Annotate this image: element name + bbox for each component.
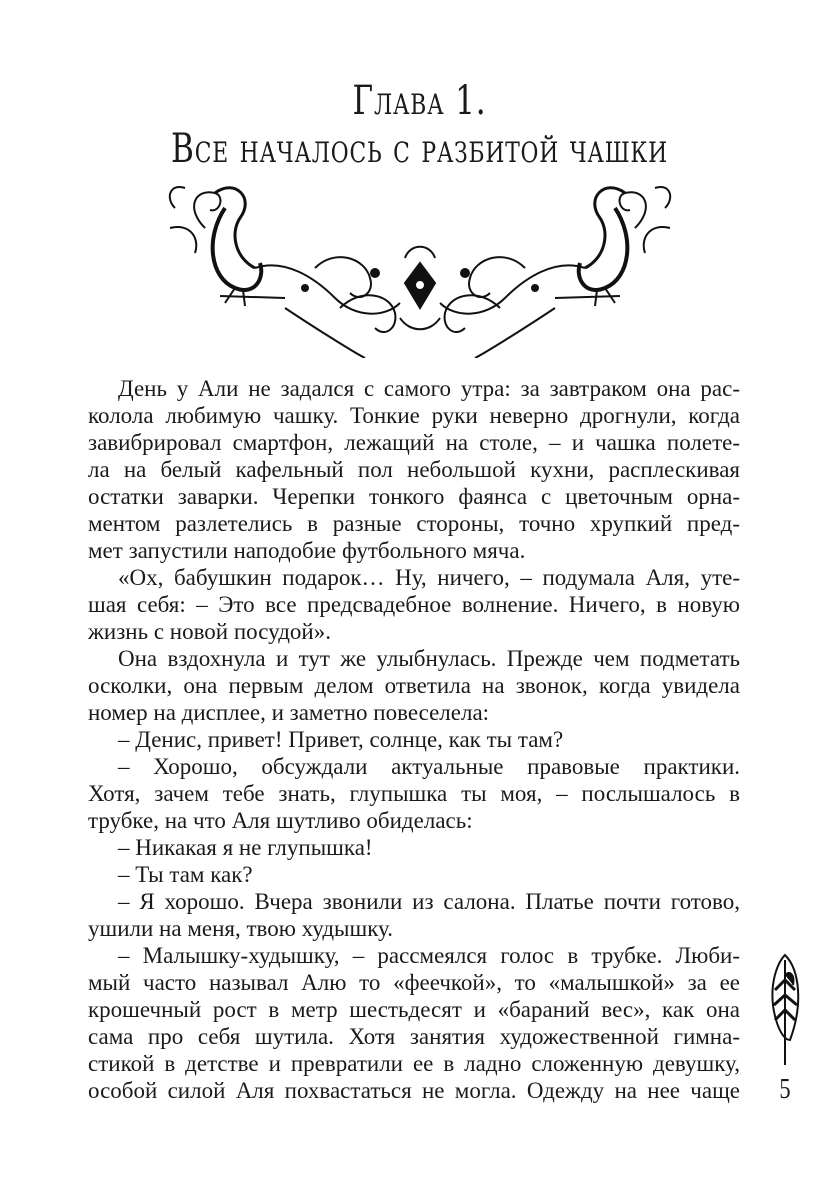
chapter-title: Все началось с разбитой чашки <box>171 126 668 172</box>
text-line: – Никакая я не глупышка! <box>118 835 373 860</box>
text-line: – Я хорошо. Вчера звонили из салона. Платье почти готово, <box>118 889 740 914</box>
text-line: особой силой Аля похвастаться не могла. Одежду на нее чаще <box>88 1078 740 1103</box>
text-line: осколки, она первым делом ответила на звонок, когда увидела <box>88 673 740 698</box>
text-line: ментом разлетелись в разные стороны, точно хрупкий пред- <box>88 511 740 536</box>
text-line: шая себя: – Это все предсвадебное волнение. Ничего, в новую <box>88 592 740 617</box>
text-line: – Малышку-худышку, – рассмеялся голос в трубке. Люби- <box>118 943 740 968</box>
birds-ornament-icon <box>165 168 675 358</box>
text-line: День у Али не задался с самого утра: за завтраком она рас- <box>118 376 740 401</box>
text-line: жизнь с новой посудой». <box>88 619 331 644</box>
text-line: завибрировал смартфон, лежащий на столе, – и чашка полете- <box>88 430 740 455</box>
text-line: мый часто называл Алю то «феечкой», то «малышкой» за ее <box>88 970 740 995</box>
text-line: трубке, на что Аля шутливо обиделась: <box>88 808 473 833</box>
text-line: – Денис, привет! Привет, солнце, как ты там? <box>118 727 564 752</box>
text-line: «Ох, бабушкин подарок… Ну, ничего, – подумала Аля, уте- <box>118 565 740 590</box>
body-text <box>88 375 740 1104</box>
text-line: стикой в детстве и превратили ее в ладно сложенную девушку, <box>88 1051 740 1076</box>
text-line: остатки заварки. Черепки тонкого фаянса с цветочным орна- <box>88 484 740 509</box>
text-line: колола любимую чашку. Тонкие руки неверно дрогнули, когда <box>88 403 740 428</box>
text-line: номер на дисплее, и заметно повеселела: <box>88 700 490 725</box>
text-line: крошечный рост в метр шестьдесят и «бараний вес», как она <box>88 997 740 1022</box>
text-line: Хотя, зачем тебе знать, глупышка ты моя, – послышалось в <box>88 781 740 806</box>
page-number: 5 <box>779 1074 791 1105</box>
text-line: ла на белый кафельный пол небольшой кухни, расплескивая <box>88 457 740 482</box>
feather-icon <box>765 950 805 1070</box>
text-line: – Ты там как? <box>118 862 253 887</box>
text-line: мет запустили наподобие футбольного мяча. <box>88 538 526 563</box>
text-line: ушили на меня, твою худышку. <box>88 916 393 941</box>
text-line: сама про себя шутила. Хотя занятия художественной гимна- <box>88 1024 740 1049</box>
text-line: Она вздохнула и тут же улыбнулась. Прежде чем подметать <box>118 646 740 671</box>
text-line: – Хорошо, обсуждали актуальные правовые практики. <box>118 754 740 779</box>
chapter-number-heading: Глава 1. <box>352 78 487 124</box>
